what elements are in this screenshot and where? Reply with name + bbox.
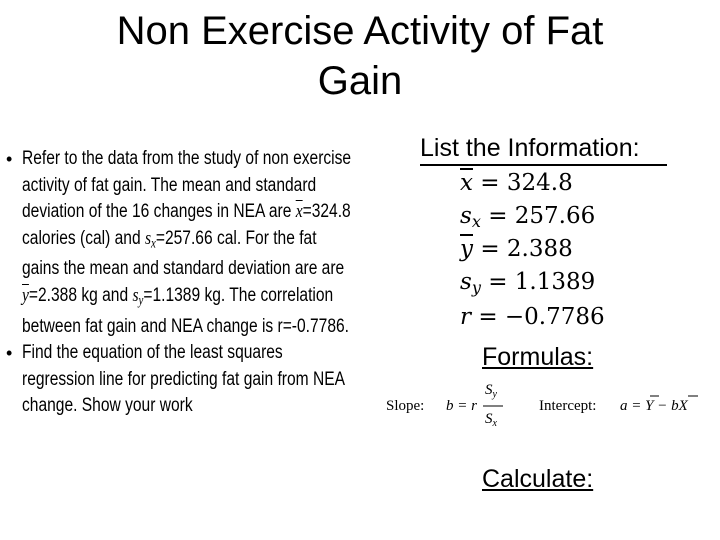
ybar-symbol: $\overline{y}$ (22, 284, 29, 306)
sx-symbol: s (144, 227, 152, 249)
slope-denominator: $S_x$ (485, 411, 497, 429)
eq-sx-subscript: x (471, 212, 481, 232)
bullet-dot: • (6, 149, 13, 169)
sx-subscript: x (151, 234, 156, 250)
eq-r-value: = −0.7786 (478, 304, 605, 330)
bullet1-line6-text: =2.388 kg and (28, 284, 133, 306)
bullet-dot: • (6, 343, 13, 364)
eq-sy-symbol: s (460, 269, 472, 295)
intercept-X: X (678, 398, 688, 414)
eq-r-symbol: r (460, 304, 471, 330)
bullet1-line4-value: =257.66 cal. For the fat (155, 227, 317, 249)
bullet-item-2 (6, 340, 396, 420)
formula-row (386, 380, 716, 430)
bullet1-line6-value: =1.1389 kg. The correlation (143, 284, 334, 306)
bullet1-line2: activity of fat gain. The mean and standard (22, 174, 317, 196)
sy-subscript: y (138, 292, 144, 308)
eq-r (460, 300, 605, 334)
bullet-item-1 (6, 146, 396, 340)
eq-sx-symbol: s (460, 203, 472, 229)
slope-label: Slope: (386, 398, 425, 414)
eq-ybar (460, 232, 573, 266)
eq-sy-subscript: y (471, 278, 481, 298)
bullet1-line3 (22, 199, 351, 226)
slide-title (60, 6, 660, 106)
bullet1-line3-value: =324.8 (302, 201, 351, 222)
slide-title-line2: Gain (317, 59, 403, 103)
bullet2-line1: Find the equation of the least squares (22, 342, 283, 364)
eq-xbar (460, 166, 573, 200)
bullet2-line3: change. Show your work (22, 395, 193, 417)
calculate-heading: Calculate: (482, 465, 594, 493)
intercept-formula: a = Y − bX (620, 398, 688, 414)
intercept-Y: Y (645, 398, 654, 414)
slide-title-line1: Non Exercise Activity of Fat (116, 9, 604, 53)
bullet1-line3-text: deviation of the 16 changes in NEA are (22, 201, 296, 222)
slope-lhs: b = r (446, 398, 477, 414)
bullet1-line1: Refer to the data from the study of non exercise (22, 148, 352, 169)
eq-sy (460, 265, 595, 305)
xbar-symbol: $\overline{x}$ (295, 201, 303, 222)
bullet1-line6 (22, 283, 334, 314)
eq-sy-value: = 1.1389 (488, 269, 596, 295)
bullet1-line5: gains the mean and standard deviation are are (22, 258, 345, 280)
eq-sx-value: = 257.66 (488, 203, 596, 229)
bullet2-line2: regression line for predicting fat gain from NEA (22, 368, 346, 390)
eq-xbar-value: = 324.8 (480, 170, 573, 196)
bullet1-line4 (22, 226, 329, 257)
intercept-label: Intercept: (539, 398, 597, 414)
slope-numerator: $S_y$ (485, 382, 497, 400)
eq-xbar-symbol: $\overline{x}$ (460, 170, 473, 196)
formulas-heading: Formulas: (482, 343, 594, 371)
eq-ybar-value: = 2.388 (480, 236, 573, 262)
sy-symbol: s (132, 284, 139, 306)
bullet-list (6, 146, 396, 420)
info-heading: List the Information: (420, 134, 640, 162)
bullet1-line4-text: calories (cal) and (22, 227, 145, 249)
eq-ybar-symbol: $\overline{y}$ (460, 236, 473, 262)
bullet1-line7: between fat gain and NEA change is r=-0.7786. (22, 315, 349, 337)
